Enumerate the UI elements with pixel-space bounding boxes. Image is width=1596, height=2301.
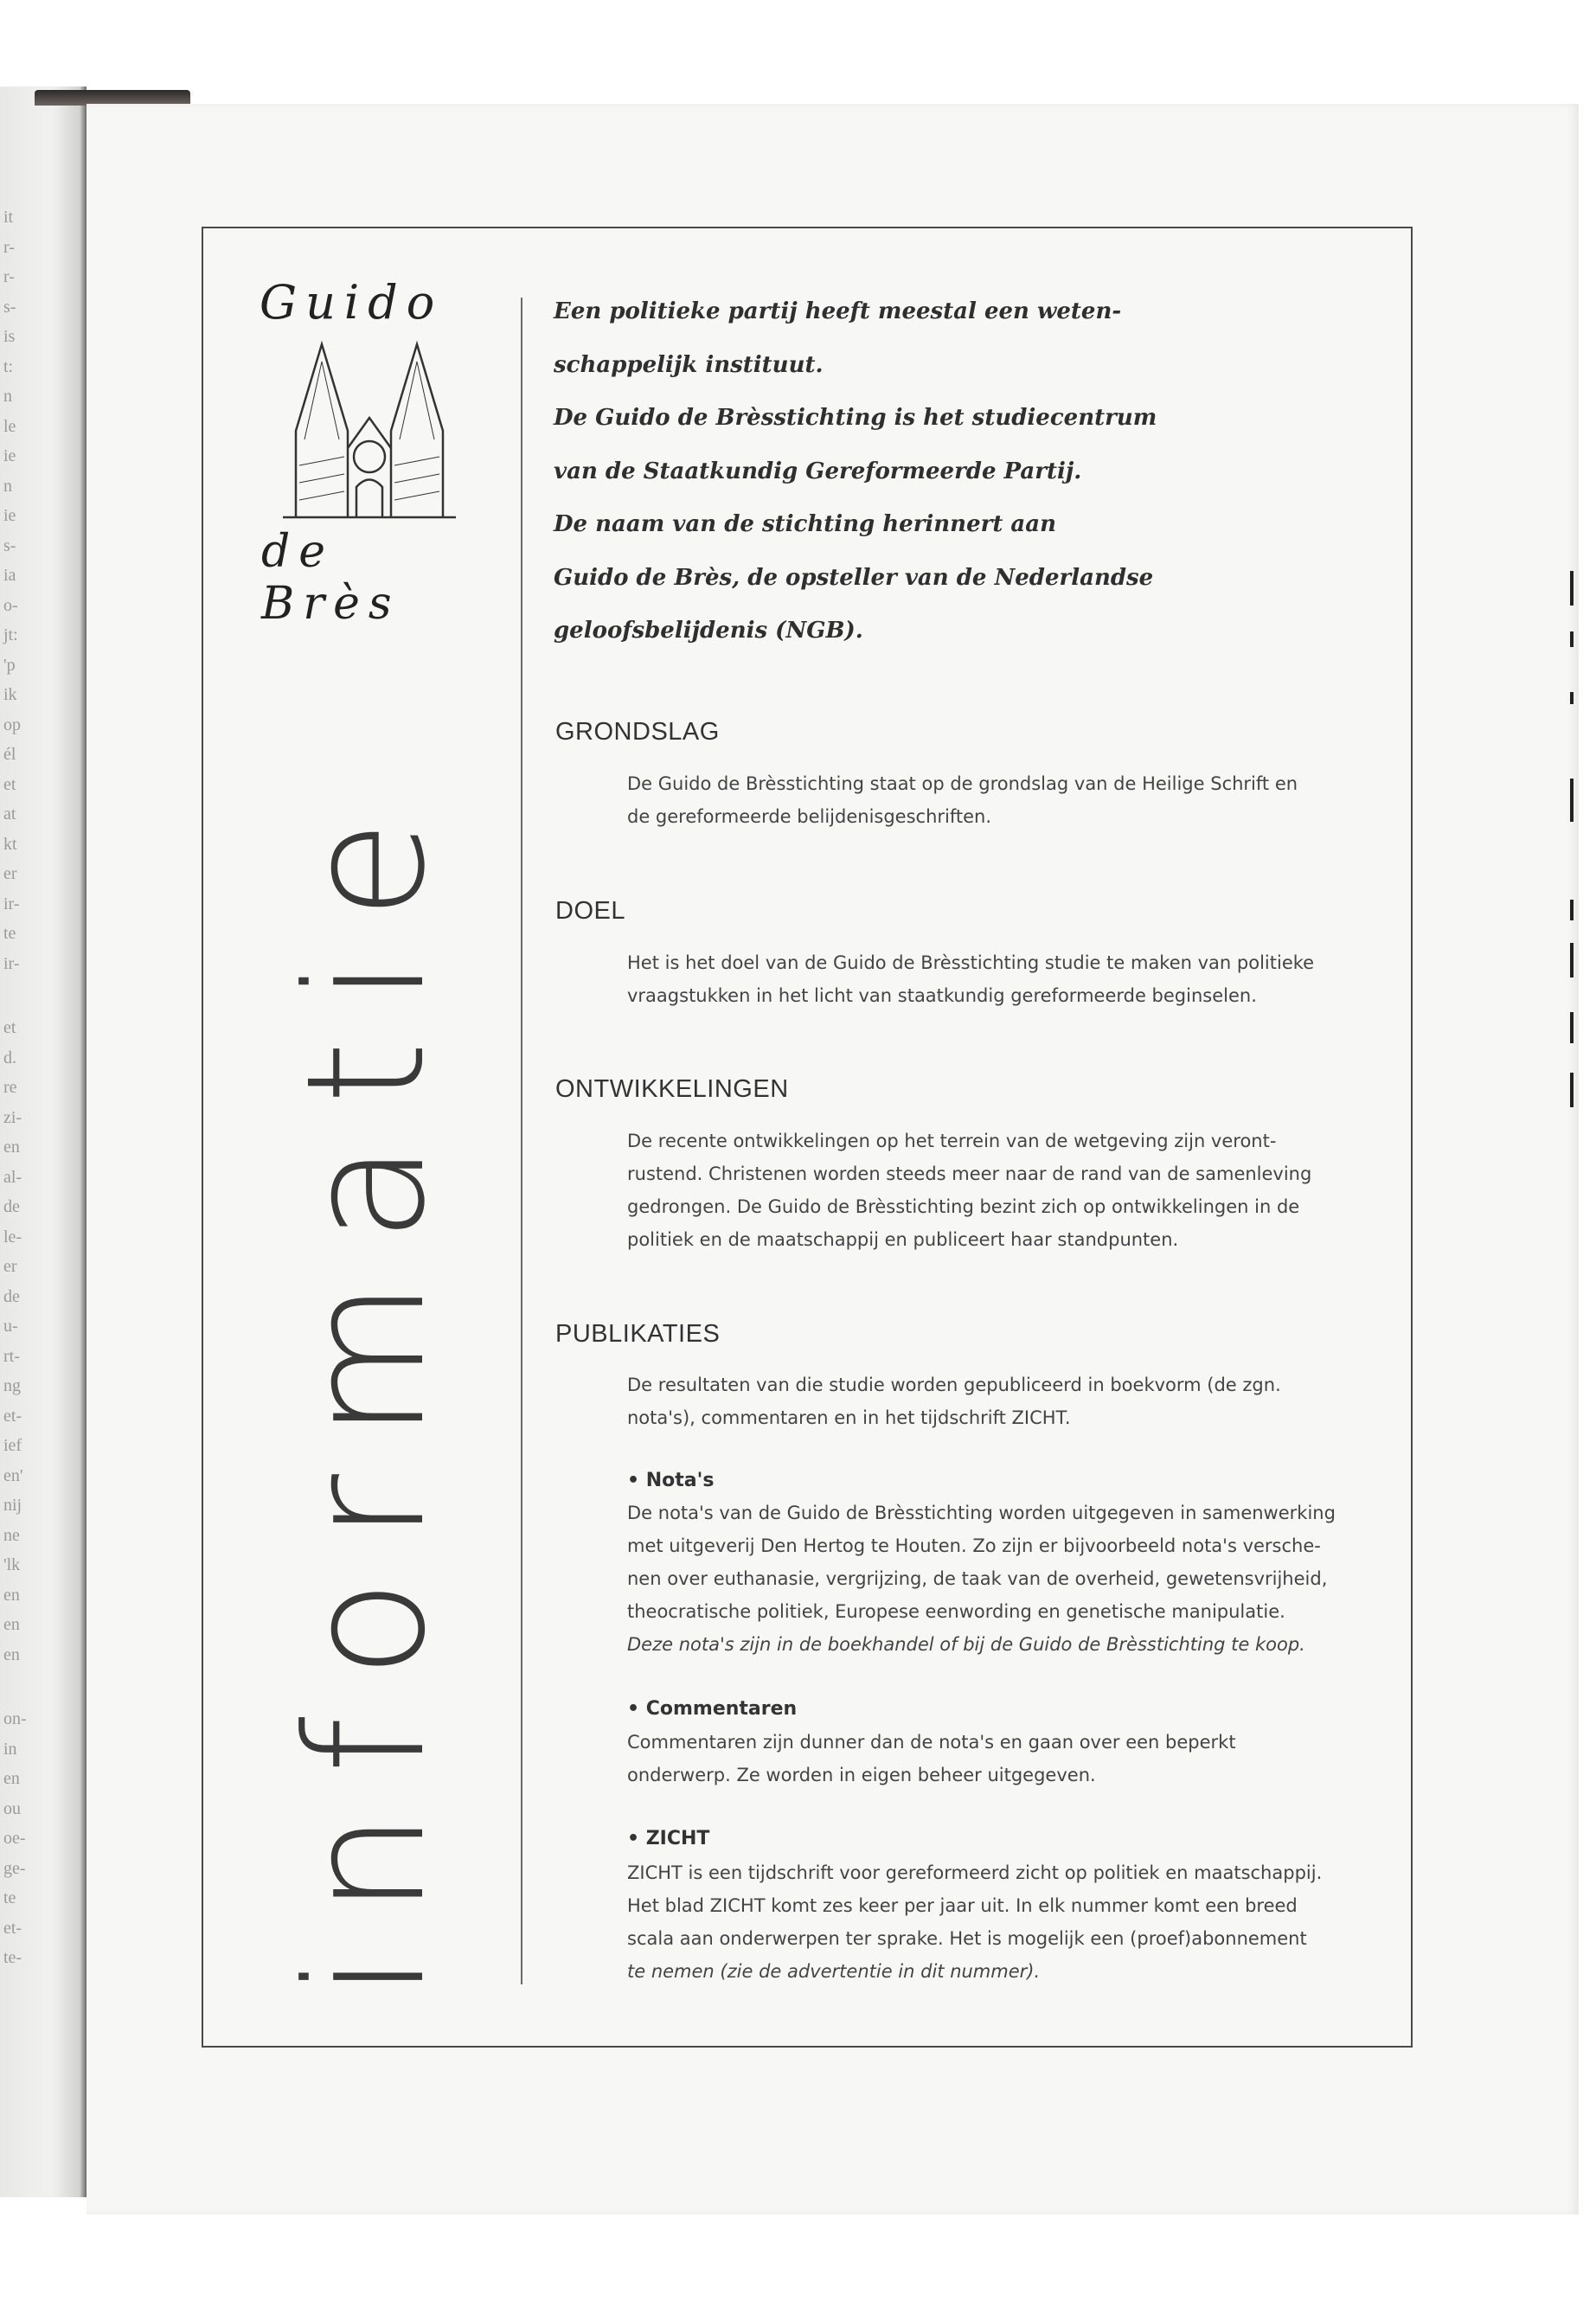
- left-page-fragment: ng: [3, 1376, 21, 1395]
- left-page-fragment: er: [3, 1257, 17, 1276]
- heading-ontwikkelingen: ONTWIKKELINGEN: [555, 1075, 789, 1103]
- guido-de-bres-logo: [244, 275, 495, 630]
- left-page-fragment: rt-: [3, 1346, 20, 1366]
- left-page-fragment: et-: [3, 1406, 22, 1426]
- intro-line: schappelijk instituut.: [554, 351, 824, 378]
- text-line: nota's), commentaren en in het tijdschrift ZICHT.: [627, 1407, 1071, 1428]
- text-line: De recente ontwikkelingen op het terrein van de wetgeving zijn veront-: [627, 1131, 1277, 1151]
- text-publikaties: [627, 1368, 1388, 1434]
- left-page-fragment: 'p: [3, 655, 16, 675]
- heading-grondslag: GRONDSLAG: [555, 718, 720, 746]
- text-line: De nota's van de Guido de Brèsstichting worden uitgegeven in samenwerking: [627, 1503, 1336, 1523]
- text-line: de gereformeerde belijdenisgeschriften.: [627, 806, 992, 827]
- left-page-fragment: él: [3, 745, 16, 764]
- text-line: Commentaren zijn dunner dan de nota's en gaan over een beperkt: [627, 1732, 1236, 1753]
- left-page-fragment: n: [3, 387, 12, 406]
- subheading-zicht: • ZICHT: [627, 1828, 710, 1849]
- church-towers-icon: [270, 336, 469, 526]
- text-line: gedrongen. De Guido de Brèsstichting bezint zich op ontwikkelingen in de: [627, 1196, 1300, 1217]
- text-line: met uitgeverij Den Hertog te Houten. Zo zijn er bijvoorbeeld nota's versche-: [627, 1535, 1321, 1556]
- left-page-fragment: r-: [3, 267, 15, 286]
- left-page-fragment: ge-: [3, 1858, 26, 1878]
- text-line: Het is het doel van de Guido de Brèsstichting studie te maken van politieke: [627, 952, 1315, 973]
- left-page-fragment: kt: [3, 834, 17, 854]
- intro-line: De naam van de stichting herinnert aan: [554, 511, 1056, 537]
- text-line: theocratische politiek, Europese eenwording en genetische manipulatie.: [627, 1601, 1285, 1622]
- text-line: politiek en de maatschappij en publiceert haar standpunten.: [627, 1229, 1179, 1250]
- left-page-fragment: s-: [3, 297, 16, 317]
- left-page-fragment: o-: [3, 595, 18, 615]
- left-page-fragment: et-: [3, 1918, 22, 1938]
- heading-doel: DOEL: [555, 897, 625, 925]
- left-page-fragment: ou: [3, 1798, 21, 1818]
- left-page-fragment: in: [3, 1739, 17, 1759]
- left-page-fragment: et: [3, 1018, 16, 1037]
- left-page-fragment: en: [3, 1585, 20, 1605]
- left-page-fragment: de: [3, 1286, 20, 1306]
- left-page-fragment: nij: [3, 1496, 22, 1515]
- text-line: De resultaten van die studie worden gepubliceerd in boekvorm (de zgn.: [627, 1375, 1281, 1395]
- left-page-fragment: oe-: [3, 1829, 26, 1848]
- text-line: Het blad ZICHT komt zes keer per jaar uit. In elk nummer komt een breed: [627, 1895, 1298, 1916]
- left-page-fragment: n: [3, 476, 12, 496]
- text-line: scala aan onderwerpen ter sprake. Het is mogelijk een (proef)abonnement: [627, 1928, 1307, 1949]
- left-page-fragment: le: [3, 416, 16, 436]
- left-page-fragment: on-: [3, 1709, 27, 1728]
- left-page-fragment: le-: [3, 1227, 22, 1247]
- intro-line: Een politieke partij heeft meestal een weten-: [554, 298, 1122, 324]
- left-page-fragment: ief: [3, 1436, 22, 1455]
- text-doel: [627, 946, 1388, 1012]
- left-page-fragment: de: [3, 1197, 20, 1216]
- text-line: onderwerp. Ze worden in eigen beheer uitgegeven.: [627, 1765, 1096, 1785]
- column-divider: [521, 298, 522, 1984]
- intro-line: geloofsbelijdenis (NGB).: [554, 618, 863, 644]
- left-page-fragment: ne: [3, 1525, 20, 1545]
- left-page-fragment: ir-: [3, 894, 20, 913]
- left-page-text-fragments: [0, 208, 76, 2076]
- text-grondslag: [627, 767, 1388, 833]
- right-edge-marks: [1570, 554, 1577, 1176]
- left-page-fragment: t:: [3, 356, 14, 376]
- logo-bottom-text: de Brès: [261, 526, 401, 630]
- left-page-fragment: en: [3, 1615, 20, 1634]
- left-page-fragment: ik: [3, 685, 17, 704]
- left-page-fragment: is: [3, 327, 16, 346]
- left-page-fragment: er: [3, 864, 17, 883]
- intro-line: van de Staatkundig Gereformeerde Partij.: [554, 458, 1082, 484]
- left-page-fragment: d.: [3, 1048, 16, 1067]
- left-page-fragment: te-: [3, 1948, 22, 1967]
- intro-paragraph: [554, 285, 1159, 658]
- left-page-fragment: jt:: [3, 625, 18, 644]
- text-line-italic: te nemen (zie de advertentie in dit nummer).: [627, 1961, 1041, 1982]
- left-page-fragment: r-: [3, 237, 15, 257]
- left-page-fragment: en: [3, 1138, 20, 1157]
- vertical-title: informatie: [272, 781, 461, 1998]
- subheading-notas: • Nota's: [627, 1470, 715, 1491]
- logo-top-text: Guido: [260, 275, 444, 330]
- text-zicht: [627, 1856, 1388, 1988]
- text-notas: [627, 1497, 1388, 1661]
- subheading-commentaren: • Commentaren: [627, 1698, 798, 1720]
- left-page-fragment: te: [3, 924, 16, 943]
- left-page-fragment: al-: [3, 1167, 22, 1187]
- text-line: ZICHT is een tijdschrift voor gereformeerd zicht op politiek en maatschappij.: [627, 1862, 1323, 1883]
- left-page-fragment: s-: [3, 535, 16, 555]
- text-line: nen over euthanasie, vergrijzing, de taak van de overheid, gewetensvrijheid,: [627, 1568, 1328, 1589]
- left-page-fragment: ir-: [3, 953, 20, 973]
- text-line: rustend. Christenen worden steeds meer naar de rand van de samenleving: [627, 1163, 1312, 1184]
- text-ontwikkelingen: [627, 1125, 1388, 1256]
- left-page-fragment: ie: [3, 446, 16, 465]
- left-page-fragment: at: [3, 804, 16, 824]
- left-page-fragment: ia: [3, 566, 16, 585]
- text-line-italic: Deze nota's zijn in de boekhandel of bij de Guido de Brèsstichting te koop.: [627, 1634, 1305, 1655]
- left-page-fragment: zi-: [3, 1107, 22, 1127]
- left-page-fragment: ie: [3, 506, 16, 525]
- left-page-fragment: u-: [3, 1317, 18, 1336]
- left-page-fragment: en: [3, 1644, 20, 1664]
- text-line: vraagstukken in het licht van staatkundig gereformeerde beginselen.: [627, 985, 1257, 1006]
- left-page-fragment: re: [3, 1078, 17, 1097]
- text-commentaren: [627, 1726, 1388, 1791]
- text-line: De Guido de Brèsstichting staat op de grondslag van de Heilige Schrift en: [627, 773, 1298, 794]
- left-page-fragment: te: [3, 1888, 16, 1907]
- left-page-fragment: en: [3, 1769, 20, 1788]
- left-page-fragment: it: [3, 208, 14, 227]
- intro-line: Guido de Brès, de opsteller van de Nederlandse: [554, 564, 1154, 591]
- left-page-fragment: op: [3, 715, 21, 734]
- heading-publikaties: PUBLIKATIES: [555, 1320, 721, 1348]
- left-page-fragment: en': [3, 1465, 23, 1485]
- intro-line: De Guido de Brèsstichting is het studiecentrum: [554, 405, 1157, 431]
- left-page-fragment: 'lk: [3, 1555, 21, 1574]
- left-page-fragment: et: [3, 774, 16, 794]
